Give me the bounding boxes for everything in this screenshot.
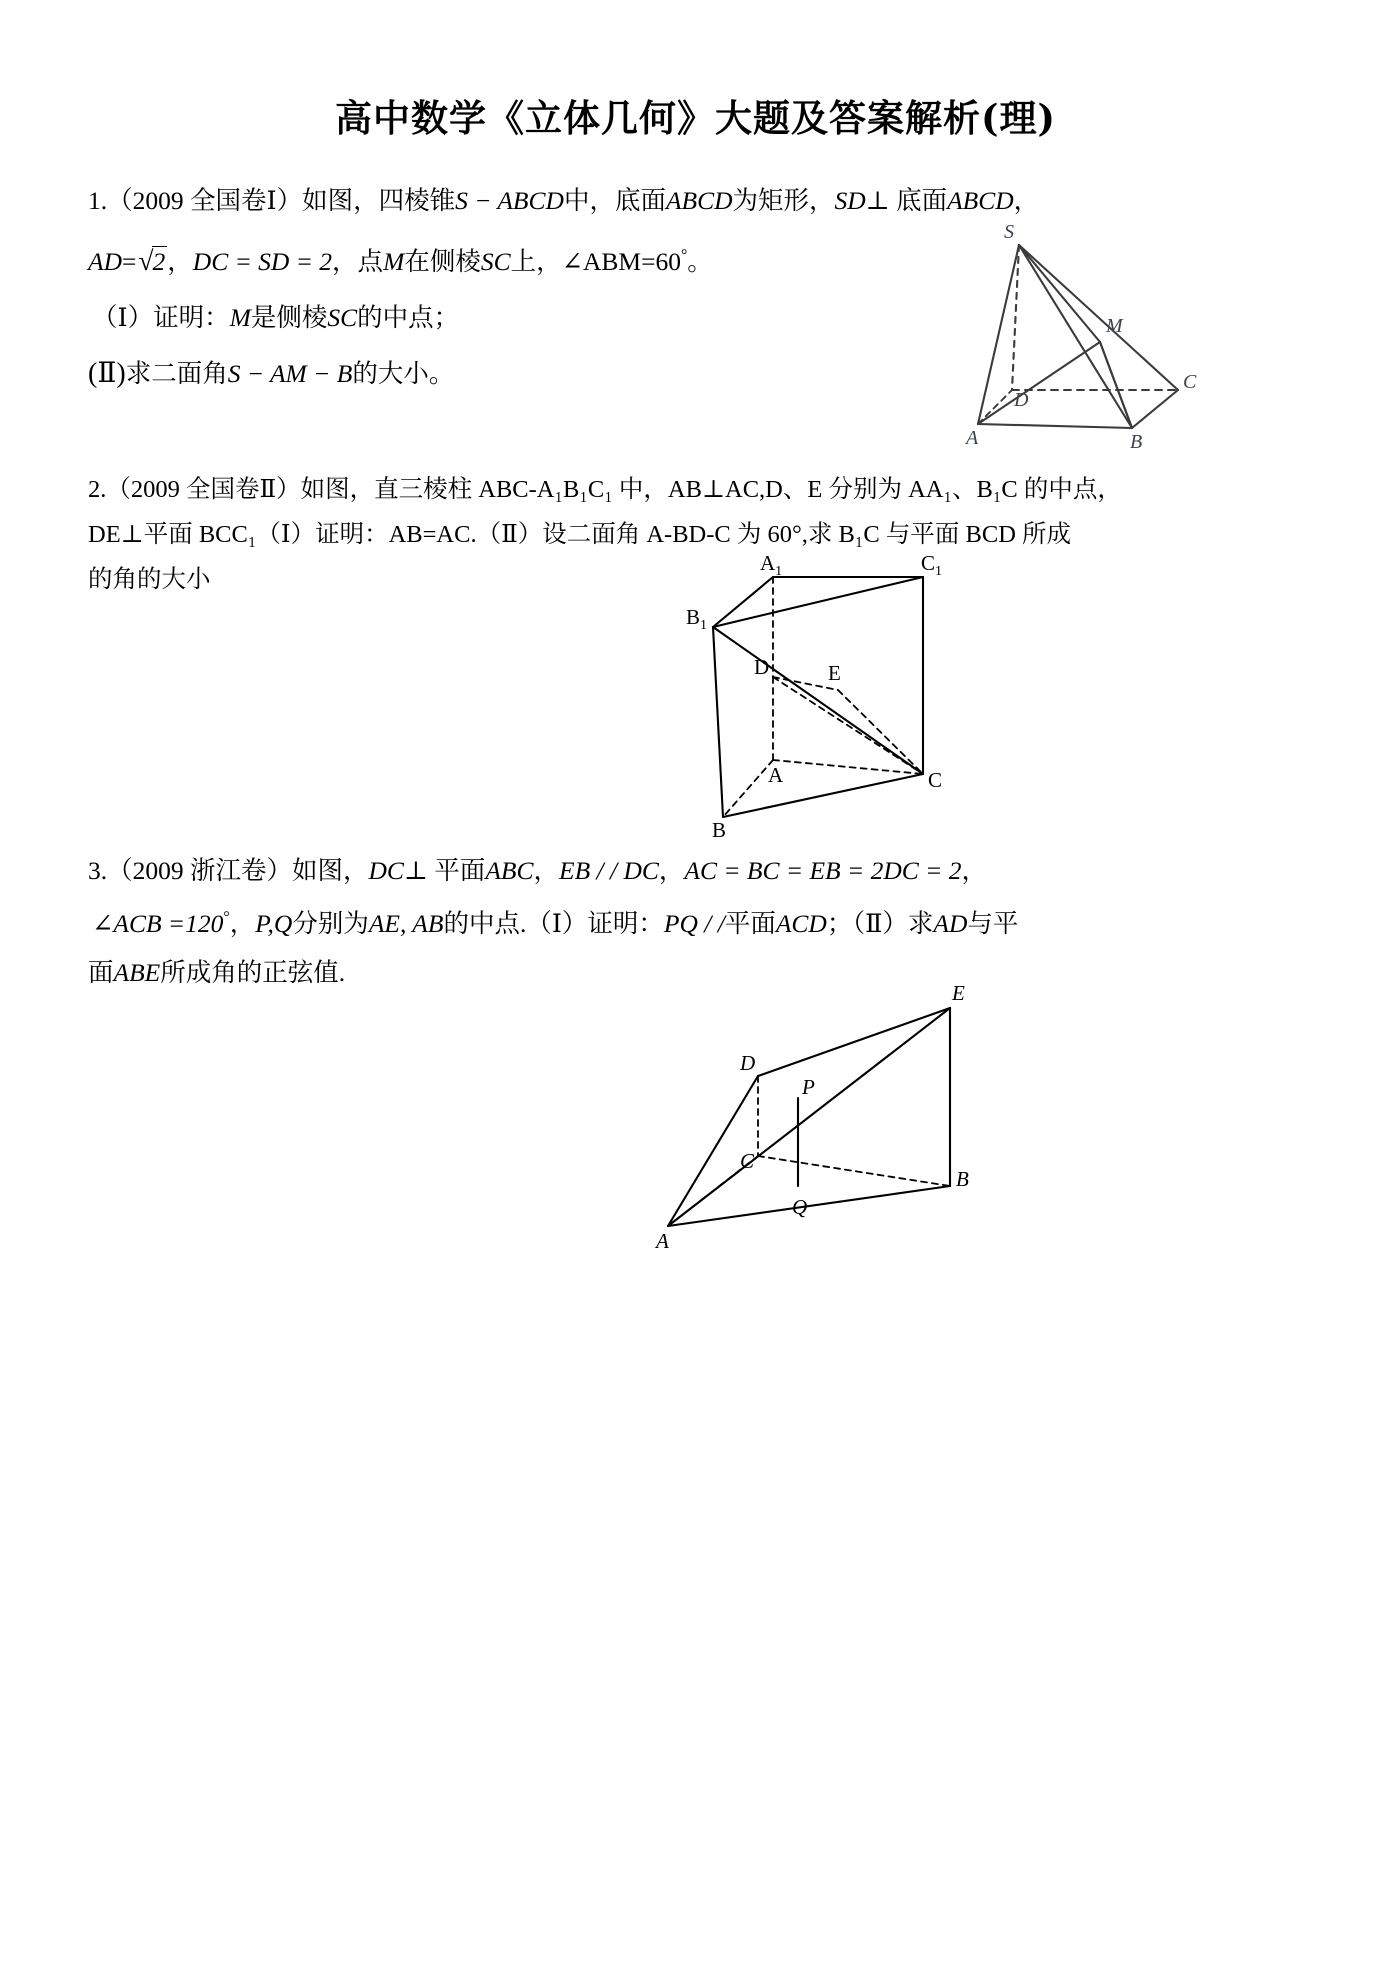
page-title: 高中数学《立体几何》大题及答案解析(理): [334, 96, 1056, 140]
problem-2-line-2: DE⊥平面 BCC₁（Ⅰ）证明：AB=AC.（Ⅱ）设二面角 A-BD-C 为 60°,求 B₁C 与平面 BCD 所成: [88, 521, 1072, 548]
p3-l2-var-2: P,Q: [255, 908, 293, 938]
problem-1-line-4: [88, 360, 454, 388]
p1-l2-seg-d: 上，: [510, 247, 562, 276]
figure-3-label-A: A: [656, 1229, 669, 1253]
problem-1-line-3: [92, 305, 459, 331]
problem-1-line-1: [88, 188, 1039, 214]
figure-3-label-P: P: [802, 1075, 815, 1099]
figure-1-label-C: C: [1183, 371, 1197, 393]
figure-prism-abc: [678, 552, 958, 837]
figure-1-label-M: M: [1106, 315, 1123, 337]
p3-l2-seg-f: 与平: [967, 908, 1019, 938]
p3-l1-seg-a: 3.（2009 浙江卷）如图，: [88, 856, 369, 885]
p1-l1-seg-e: ⊥ 底面: [865, 186, 948, 215]
problem-2-line-1: 2.（2009 全国卷Ⅱ）如图，直三棱柱 ABC-A₁B₁C₁ 中，AB⊥AC,D、E 分别为 AA₁、B₁C 的中点，: [88, 476, 1122, 503]
p3-l2-var-1: ∠ACB =120: [92, 908, 224, 938]
p1-l3-seg-a: （Ⅰ）证明：: [92, 303, 230, 332]
p1-l1-var-4: ABCD: [947, 186, 1014, 215]
figure-3-label-E: E: [952, 981, 965, 1005]
p1-l2-var-1: AD: [88, 247, 122, 276]
p1-l2-seg-c: 在侧棱: [404, 247, 481, 276]
problem-1-line-2: [88, 247, 713, 275]
p1-l2-seg-b: ，点: [332, 247, 384, 276]
p1-l1-seg-f: ，: [1013, 186, 1040, 215]
p1-l2-sqrt: √2: [138, 245, 166, 276]
p3-l2-seg-d: 平面: [724, 908, 776, 938]
figure-2-label-A1: $A_1$: [760, 552, 783, 579]
p1-l2-eq: =: [122, 247, 137, 276]
p1-l4-seg-c: 的大小。: [352, 359, 455, 388]
figure-3-label-B: B: [956, 1167, 969, 1191]
p1-l1-var-2: ABCD: [665, 186, 733, 215]
figure-1-label-S: S: [1004, 222, 1014, 243]
figure-1-label-A: A: [966, 427, 979, 449]
p3-l1-var-4: AC = BC = EB = 2DC = 2: [684, 856, 962, 885]
p1-l4-seg-b: 求二面角: [125, 359, 228, 388]
p3-l3-seg-b: 所成角的正弦值.: [160, 958, 346, 987]
figure-2-label-E: E: [828, 661, 841, 685]
p1-l1-var-3: SD: [834, 186, 866, 215]
p1-l2-var-3: M: [383, 247, 405, 276]
p1-l1-var-1: S − ABCD: [455, 186, 564, 215]
p3-l2-seg-e: ；（Ⅱ）求: [826, 908, 934, 938]
figure-pyramid-sabcd: [940, 222, 1200, 452]
figure-2-label-C1: $C_1$: [921, 552, 943, 579]
p3-l1-seg-e: ，: [961, 856, 987, 885]
p3-l2-var-3: AE, AB: [368, 908, 444, 938]
figure-1-label-D: D: [1014, 389, 1029, 411]
p1-l1-seg-c: 中，底面: [563, 186, 666, 215]
figure-1-label-B: B: [1130, 431, 1143, 452]
p1-l2-degree-sign: °: [680, 247, 688, 265]
figure-2-label-B: B: [712, 818, 727, 837]
p1-l3-var-1: M: [229, 303, 251, 332]
p3-l1-var-3: EB / / DC: [559, 856, 659, 885]
p3-l2-var-5: ACD: [775, 908, 827, 938]
problem-2-line-3: 的角的大小: [88, 566, 211, 593]
p1-l2-var-4: SC: [480, 247, 511, 276]
problem-3-line-2: [92, 910, 1018, 936]
p3-l2-var-4: PQ / /: [663, 908, 725, 938]
p1-l2-var-2: DC = SD = 2: [192, 247, 333, 276]
p1-l4-var-1: S − AM − B: [227, 359, 353, 388]
p1-l1-seg-a: 1.（2009 全国卷: [88, 186, 267, 215]
figure-3-label-C: C: [740, 1149, 755, 1173]
p3-l1-seg-c: ，: [533, 856, 559, 885]
p3-l2-var-6: AD: [933, 908, 968, 938]
p3-l3-var-1: ABE: [113, 958, 161, 987]
p1-l2-seg-end: 。: [687, 247, 713, 276]
p3-l1-seg-b: ⊥ 平面: [403, 856, 486, 885]
p1-l1-seg-b: ）如图，四棱锥: [276, 186, 456, 215]
p3-l2-degree-sign: °: [223, 909, 230, 926]
p3-l3-seg-a: 面: [88, 958, 114, 987]
figure-3-label-Q: Q: [792, 1195, 808, 1219]
p1-l2-seg-a: ，: [167, 247, 193, 276]
p3-l1-var-2: ABC: [485, 856, 534, 885]
p1-l2-radicand: 2: [152, 247, 166, 276]
p1-l4-roman: (Ⅱ): [88, 358, 126, 389]
figure-solid-abcde: [620, 978, 1040, 1253]
p1-l3-var-2: SC: [327, 303, 358, 332]
figure-2-label-C: C: [928, 768, 943, 792]
p3-l2-seg-a: ，: [229, 908, 256, 938]
p3-l2-seg-c: 的中点.（Ⅰ）证明：: [443, 908, 664, 938]
p1-l3-seg-c: 的中点；: [357, 303, 460, 332]
p1-l3-seg-b: 是侧棱: [250, 303, 328, 332]
p1-l2-angle: ∠ABM=60: [561, 247, 681, 276]
figure-2-label-A: A: [768, 763, 784, 787]
problem-3-line-1: [88, 858, 987, 884]
p1-l1-roman: Ⅰ: [266, 186, 277, 215]
p1-l1-seg-d: 为矩形，: [732, 186, 835, 215]
figure-2-label-B1: $B_1$: [686, 605, 708, 633]
problem-3-line-3: [88, 960, 345, 986]
p3-l1-seg-d: ，: [658, 856, 685, 885]
figure-3-label-D: D: [740, 1051, 756, 1075]
p3-l1-var-1: DC: [368, 856, 404, 885]
p3-l2-seg-b: 分别为: [292, 908, 369, 938]
figure-2-label-D: D: [754, 655, 770, 679]
